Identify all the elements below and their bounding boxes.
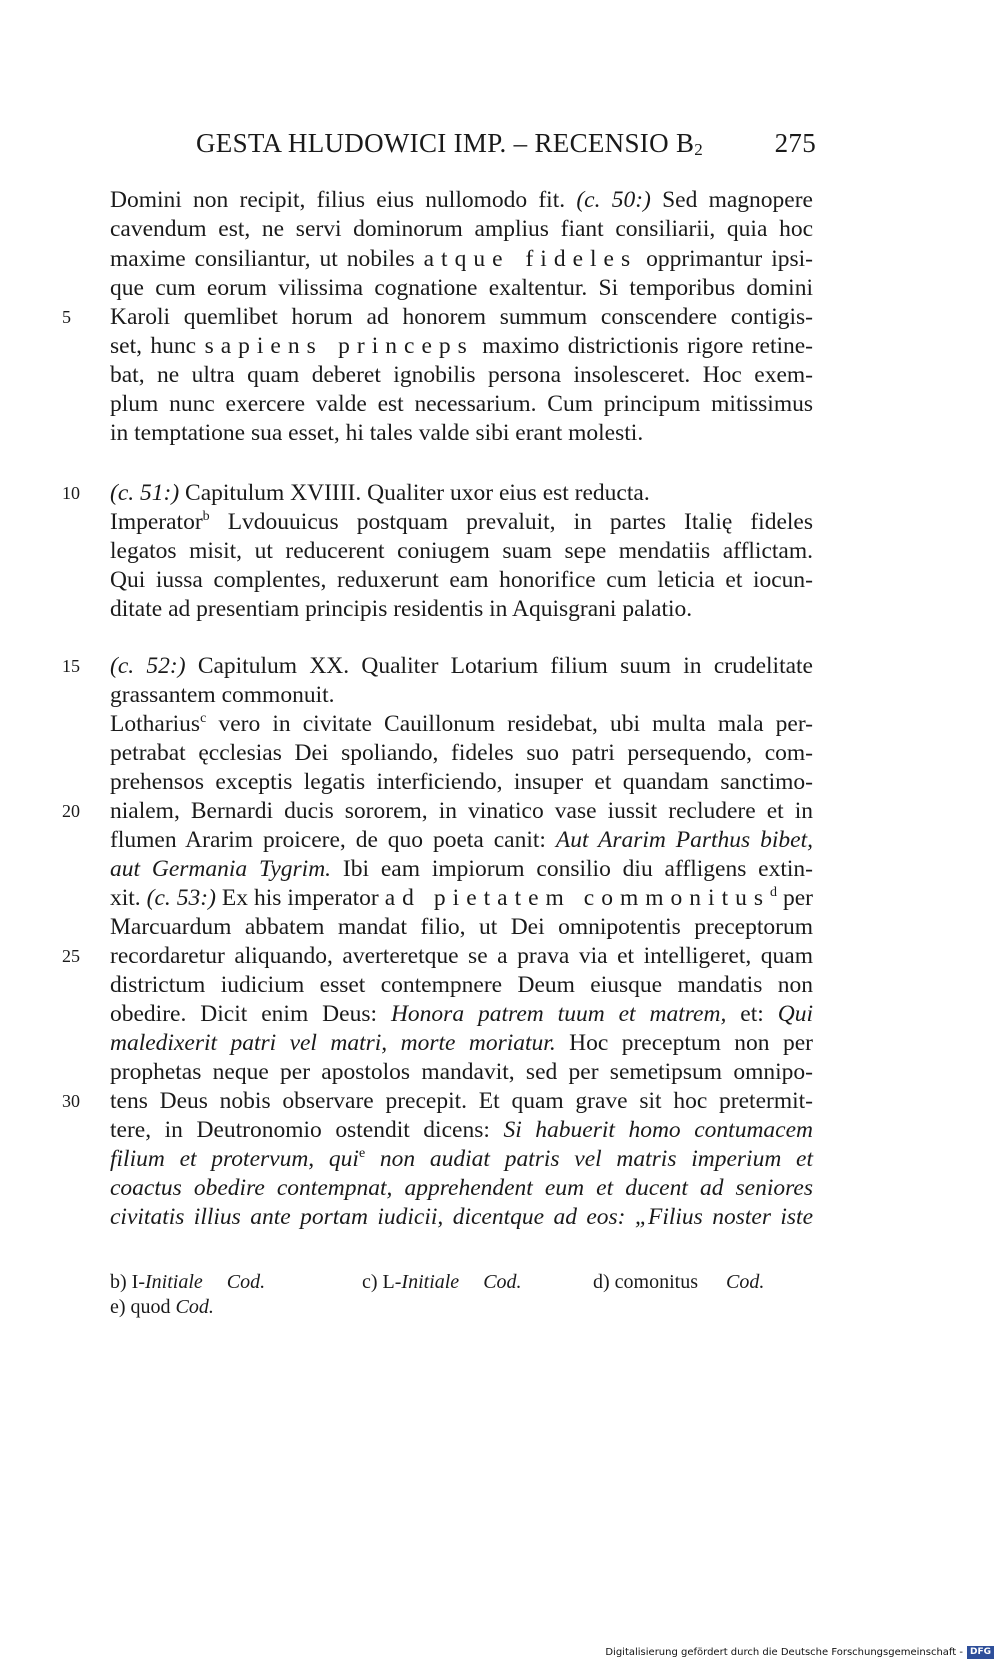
footnote-b: b) I-Initiale Cod. bbox=[110, 1271, 266, 1293]
text-line-34: civitatis illius ante portam iudicii, dicentque ad eos: „Filius noster iste bbox=[110, 1204, 813, 1230]
text-line-17: Lotharius$^c$ vero in civitate Cauillonum residebat, ubi multa mala per- bbox=[110, 711, 813, 737]
text-line-16: grassantem commonuit. bbox=[110, 682, 335, 708]
line-number: 15 bbox=[62, 656, 80, 676]
page-number: 275 bbox=[774, 128, 816, 158]
text-line-32: filium et protervum, qui$^e$ non audiat patris vel matris imperium et bbox=[110, 1146, 813, 1172]
text-line-23: xit. (c. 53:) Ex his imperator ad pietatem commonitus$^d$ per bbox=[110, 885, 813, 911]
text-line-29: prophetas neque per apostolos mandavit, sed per semetipsum omnipo- bbox=[110, 1059, 813, 1085]
chapter-heading-xviiii: (c. 51:) Capitulum XVIIII. Qualiter uxor eius est reducta. bbox=[110, 480, 650, 506]
footnote-d: d) comonitus Cod. bbox=[593, 1271, 765, 1293]
text-line-25: recordaretur aliquando, averteretque se a prava via et intelligeret, quam bbox=[110, 943, 813, 969]
text-line-28: maledixerit patri vel matri, morte moriatur. Hoc preceptum non per bbox=[110, 1030, 813, 1056]
text-line-4: que cum eorum vilissima cognatione exaltentur. Si temporibus domini bbox=[110, 275, 813, 301]
text-line-31: tere, in Deutronomio ostendit dicens: Si habuerit homo contumacem bbox=[110, 1117, 813, 1143]
footnote-c: c) L-Initiale Cod. bbox=[362, 1271, 522, 1293]
footnote-e: e) quod Cod. bbox=[110, 1296, 214, 1318]
text-line-30: tens Deus nobis observare precepit. Et quam grave sit hoc pretermit- bbox=[110, 1088, 813, 1114]
dfg-logo: DFG bbox=[967, 1646, 994, 1659]
line-number: 20 bbox=[62, 801, 80, 821]
line-number: 30 bbox=[62, 1091, 80, 1111]
text-line-19: prehensos exceptis legatis interficiendo, insuper et quandam sanctimo- bbox=[110, 769, 813, 795]
text-line-7: bat, ne ultra quam deberet ignobilis persona insolesceret. Hoc exem- bbox=[110, 362, 813, 388]
text-line-21: flumen Ararim proicere, de quo poeta canit: Aut Ararim Parthus bibet, bbox=[110, 827, 813, 853]
text-line-24: Marcuardum abbatem mandat filio, ut Dei omnipotentis preceptorum bbox=[110, 914, 813, 940]
line-number: 5 bbox=[62, 307, 71, 327]
running-header bbox=[196, 128, 816, 168]
text-line-12: legatos misit, ut reducerent coniugem suam sepe mendatiis afflictam. bbox=[110, 538, 813, 564]
text-line-13: Qui iussa complentes, reduxerunt eam honorifice cum leticia et iocun- bbox=[110, 567, 813, 593]
text-line-11: Imperator$^b$ Lvdouuicus postquam prevaluit, in partes Italię fideles bbox=[110, 509, 813, 535]
line-number: 10 bbox=[62, 483, 80, 503]
text-line-8: plum nunc exercere valde est necessarium. Cum principum mitissimus bbox=[110, 391, 813, 417]
text-line-27: obedire. Dicit enim Deus: Honora patrem tuum et matrem, et: Qui bbox=[110, 1001, 813, 1027]
text-line-22: aut Germania Tygrim. Ibi eam impiorum consilio diu affligens extin- bbox=[110, 856, 814, 882]
chapter-heading-xx: (c. 52:) Capitulum XX. Qualiter Lotarium filium suum in crudelitate bbox=[110, 653, 813, 679]
text-line-9: in temptatione sua esset, hi tales valde sibi erant molesti. bbox=[110, 420, 644, 446]
text-line-2: cavendum est, ne servi dominorum amplius fiant consiliarii, quia hoc bbox=[110, 216, 813, 242]
text-line-6: set, hunc sapiens princeps maximo districtionis rigore retine- bbox=[110, 333, 814, 359]
text-line-20: nialem, Bernardi ducis sororem, in vinatico vase iussit recludere et in bbox=[110, 798, 813, 824]
text-line-33: coactus obedire contempnat, apprehendent eum et ducent ad seniores bbox=[110, 1175, 813, 1201]
text-line-5: Karoli quemlibet horum ad honorem summum conscendere contigis- bbox=[110, 304, 813, 330]
text-line-18: petrabat ęcclesias Dei spoliando, fideles suo patri persequendo, com- bbox=[110, 740, 813, 766]
text-line-1: Domini non recipit, filius eius nullomodo fit. (c. 50:) Sed magnopere bbox=[110, 187, 813, 213]
text-line-14: ditate ad presentiam principis residentis in Aquisgrani palatio. bbox=[110, 596, 693, 622]
text-line-26: districtum iudicium esset contempnere Deum eiusque mandatis non bbox=[110, 972, 813, 998]
running-title: GESTA HLUDOWICI IMP. – RECENSIO $B_2$ bbox=[196, 128, 704, 159]
digitization-credit: Digitalisierung gefördert durch die Deutsche Forschungsgemeinschaft - DFG bbox=[605, 1645, 994, 1661]
line-number: 25 bbox=[62, 946, 80, 966]
text-line-3: maxime consiliantur, ut nobiles atque fideles opprimantur ipsi- bbox=[110, 246, 813, 272]
